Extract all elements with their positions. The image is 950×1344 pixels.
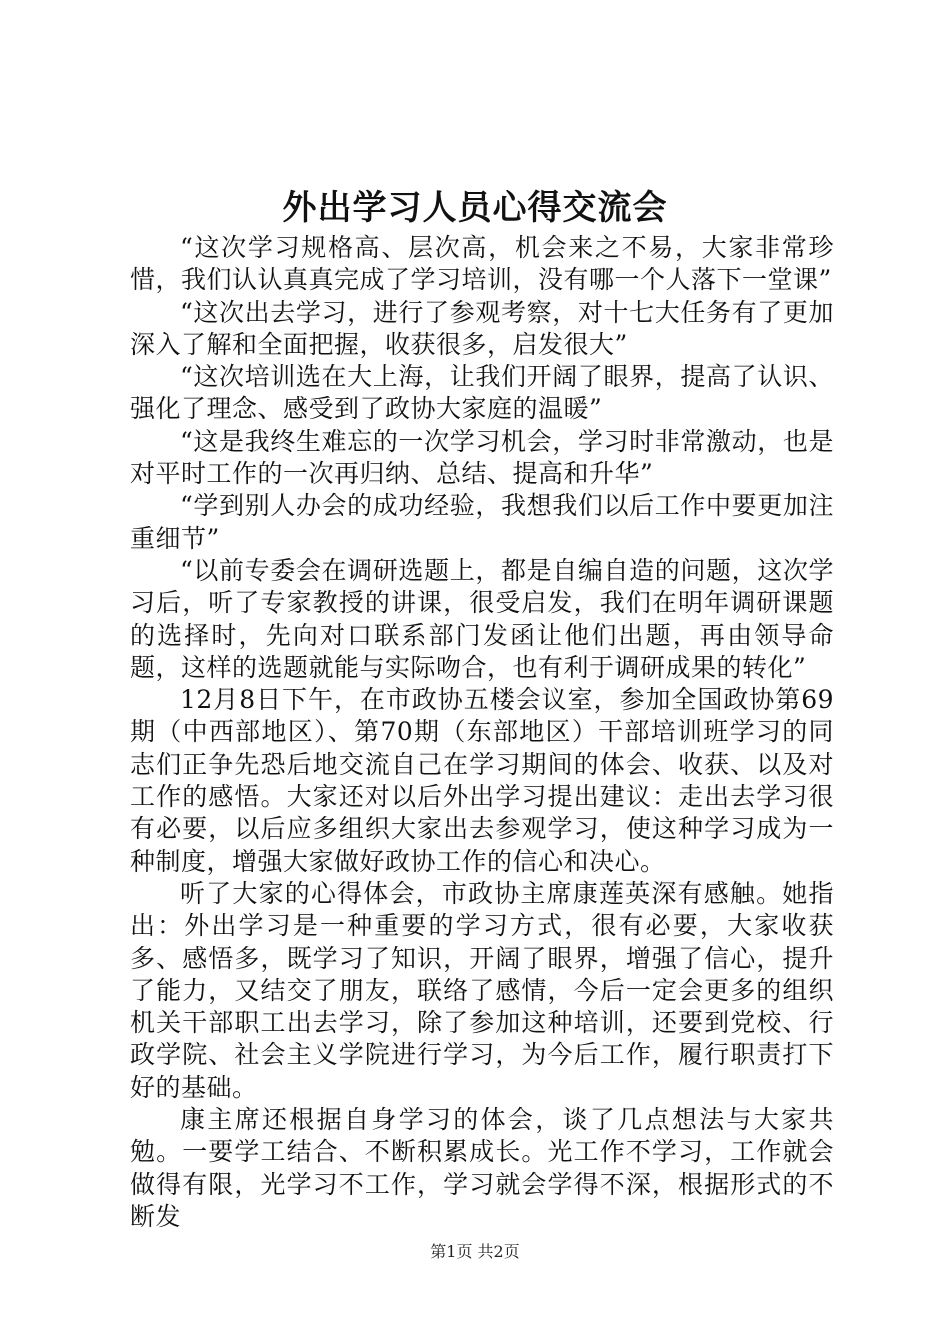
paragraph-6: “以前专委会在调研选题上，都是自编自造的问题，这次学习后，听了专家教授的讲课，很受启发，我们在明年调研课题的选择时，先向对口联系部门发函让他们出题，再由领导命题，这样的选题就能与实际吻合，也有利于调研成果的转化” [130, 555, 834, 682]
paragraph-7: 12月8日下午，在市政协五楼会议室，参加全国政协第69期（中西部地区）、第70期（东部地区）干部培训班学习的同志们正争先恐后地交流自己在学习期间的体会、收获、以及对工作的感悟。大家还对以后外出学习提出建议：走出去学习很有必要，以后应多组织大家出去参观学习，使这种学习成为一种制度，增强大家做好政协工作的信心和决心。 [130, 685, 834, 876]
paragraph-2: “这次出去学习，进行了参观考察，对十七大任务有了更加深入了解和全面把握，收获很多，启发很大” [130, 297, 834, 359]
document-body [130, 232, 834, 1233]
page-footer: 第1页 共2页 [430, 1242, 520, 1261]
paragraph-8: 听了大家的心得体会，市政协主席康莲英深有感触。她指出：外出学习是一种重要的学习方式，很有必要，大家收获多、感悟多，既学习了知识，开阔了眼界，增强了信心，提升了能力，又结交了朋友，联络了感情，今后一定会更多的组织机关干部职工出去学习，除了参加这种培训，还要到党校、行政学院、社会主义学院进行学习，为今后工作，履行职责打下好的基础。 [130, 878, 834, 1102]
paragraph-4: “这是我终生难忘的一次学习机会，学习时非常激动，也是对平时工作的一次再归纳、总结、提高和升华” [130, 426, 834, 489]
document-title: 外出学习人员心得交流会 [282, 188, 668, 228]
paragraph-5: “学到别人办会的成功经验，我想我们以后工作中要更加注重细节” [130, 491, 834, 553]
paragraph-1: “这次学习规格高、层次高，机会来之不易，大家非常珍惜，我们认认真真完成了学习培训，没有哪一个人落下一堂课” [130, 233, 834, 295]
paragraph-3: “这次培训选在大上海，让我们开阔了眼界，提高了认识、强化了理念、感受到了政协大家庭的温暖” [130, 362, 834, 424]
paragraph-9: 康主席还根据自身学习的体会，谈了几点想法与大家共勉。一要学工结合、不断积累成长。光工作不学习，工作就会做得有限，光学习不工作，学习就会学得不深，根据形式的不断发 [130, 1105, 834, 1231]
